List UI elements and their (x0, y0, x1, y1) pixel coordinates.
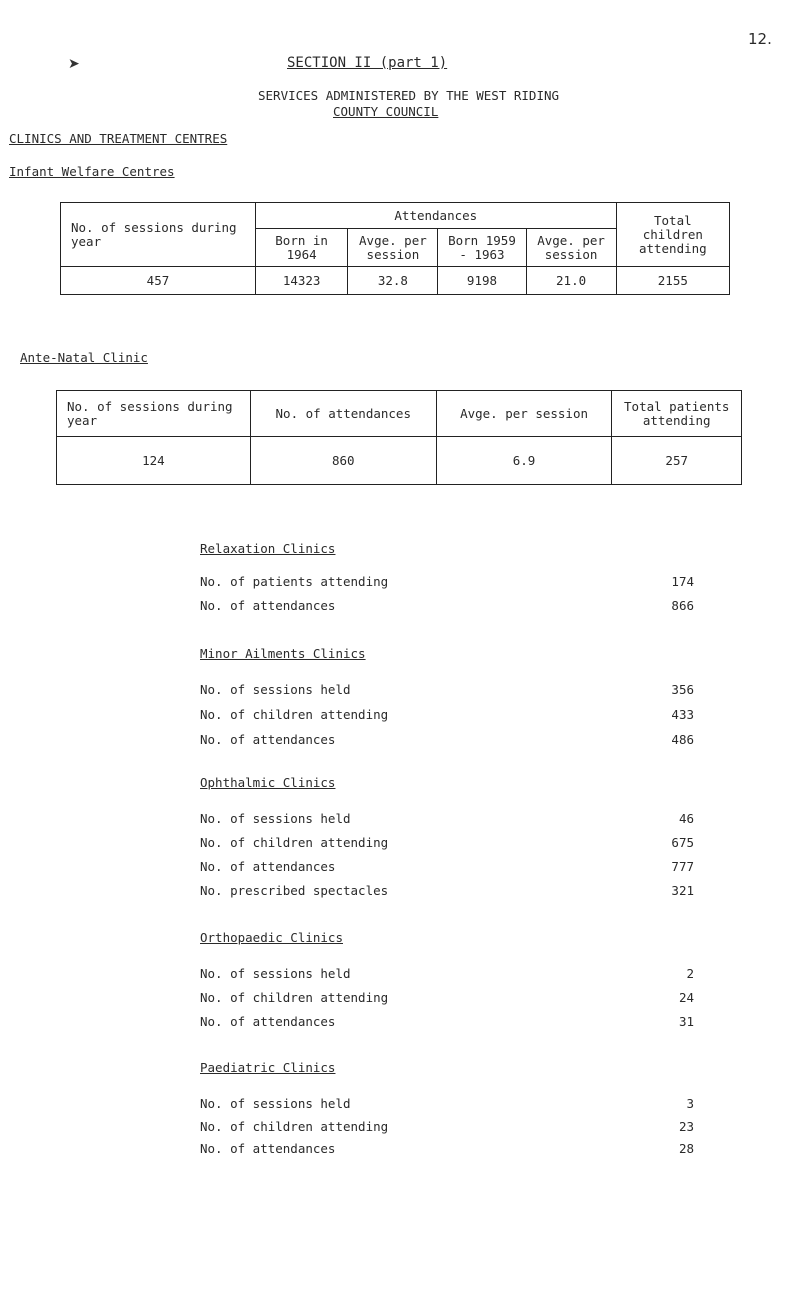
header-sessions: No. of sessions during year (57, 391, 251, 437)
clinics-heading: CLINICS AND TREATMENT CENTRES (9, 131, 228, 146)
ante-natal-table (56, 390, 742, 485)
list-item: No. of sessions held 3 (200, 1096, 694, 1111)
list-item: No. of attendances 486 (200, 732, 694, 747)
table-cell: 14323 (255, 267, 347, 295)
list-item: No. of sessions held 46 (200, 811, 694, 826)
table-cell: 32.8 (348, 267, 438, 295)
page-number: 12. (748, 30, 772, 48)
infant-welfare-title: Infant Welfare Centres (9, 164, 175, 179)
header-total: Total children attending (616, 203, 729, 267)
list-item: No. of patients attending 174 (200, 574, 694, 589)
list-item: No. of children attending 23 (200, 1119, 694, 1134)
list-item: No. of attendances 777 (200, 859, 694, 874)
table-cell: 6.9 (436, 437, 612, 485)
header-total: Total patients attending (612, 391, 742, 437)
header-sessions: No. of sessions during year (61, 203, 256, 267)
list-item: No. of attendances 31 (200, 1014, 694, 1029)
table-cell: 257 (612, 437, 742, 485)
list-item: No. of attendances 866 (200, 598, 694, 613)
header-avg-1: Avge. per session (348, 229, 438, 267)
header-avg: Avge. per session (436, 391, 612, 437)
ante-natal-title: Ante-Natal Clinic (20, 350, 148, 365)
infant-welfare-table (60, 202, 730, 295)
relaxation-title: Relaxation Clinics (200, 541, 336, 556)
list-item: No. of attendances 28 (200, 1141, 694, 1156)
header-avg-2: Avge. per session (526, 229, 616, 267)
minor-ailments-title: Minor Ailments Clinics (200, 646, 366, 661)
paediatric-title: Paediatric Clinics (200, 1060, 336, 1075)
header-attendances: Attendances (255, 203, 616, 229)
header-line-1: SERVICES ADMINISTERED BY THE WEST RIDING (258, 88, 560, 103)
table-cell: 9198 (438, 267, 526, 295)
table-cell: 2155 (616, 267, 729, 295)
list-item: No. of sessions held 2 (200, 966, 694, 981)
list-item: No. of children attending 675 (200, 835, 694, 850)
list-item: No. prescribed spectacles 321 (200, 883, 694, 898)
table-cell: 124 (57, 437, 251, 485)
list-item: No. of sessions held 356 (200, 682, 694, 697)
list-item: No. of children attending 433 (200, 707, 694, 722)
table-cell: 21.0 (526, 267, 616, 295)
list-item: No. of children attending 24 (200, 990, 694, 1005)
header-line-2: COUNTY COUNCIL (333, 104, 439, 119)
header-born-1959: Born 1959 - 1963 (438, 229, 526, 267)
header-born-1964: Born in 1964 (255, 229, 347, 267)
ophthalmic-title: Ophthalmic Clinics (200, 775, 336, 790)
table-cell: 457 (61, 267, 256, 295)
section-title: SECTION II (part 1) (287, 55, 448, 71)
orthopaedic-title: Orthopaedic Clinics (200, 930, 343, 945)
header-attendances: No. of attendances (250, 391, 436, 437)
page-arrow-icon: ➤ (68, 56, 80, 72)
table-cell: 860 (250, 437, 436, 485)
